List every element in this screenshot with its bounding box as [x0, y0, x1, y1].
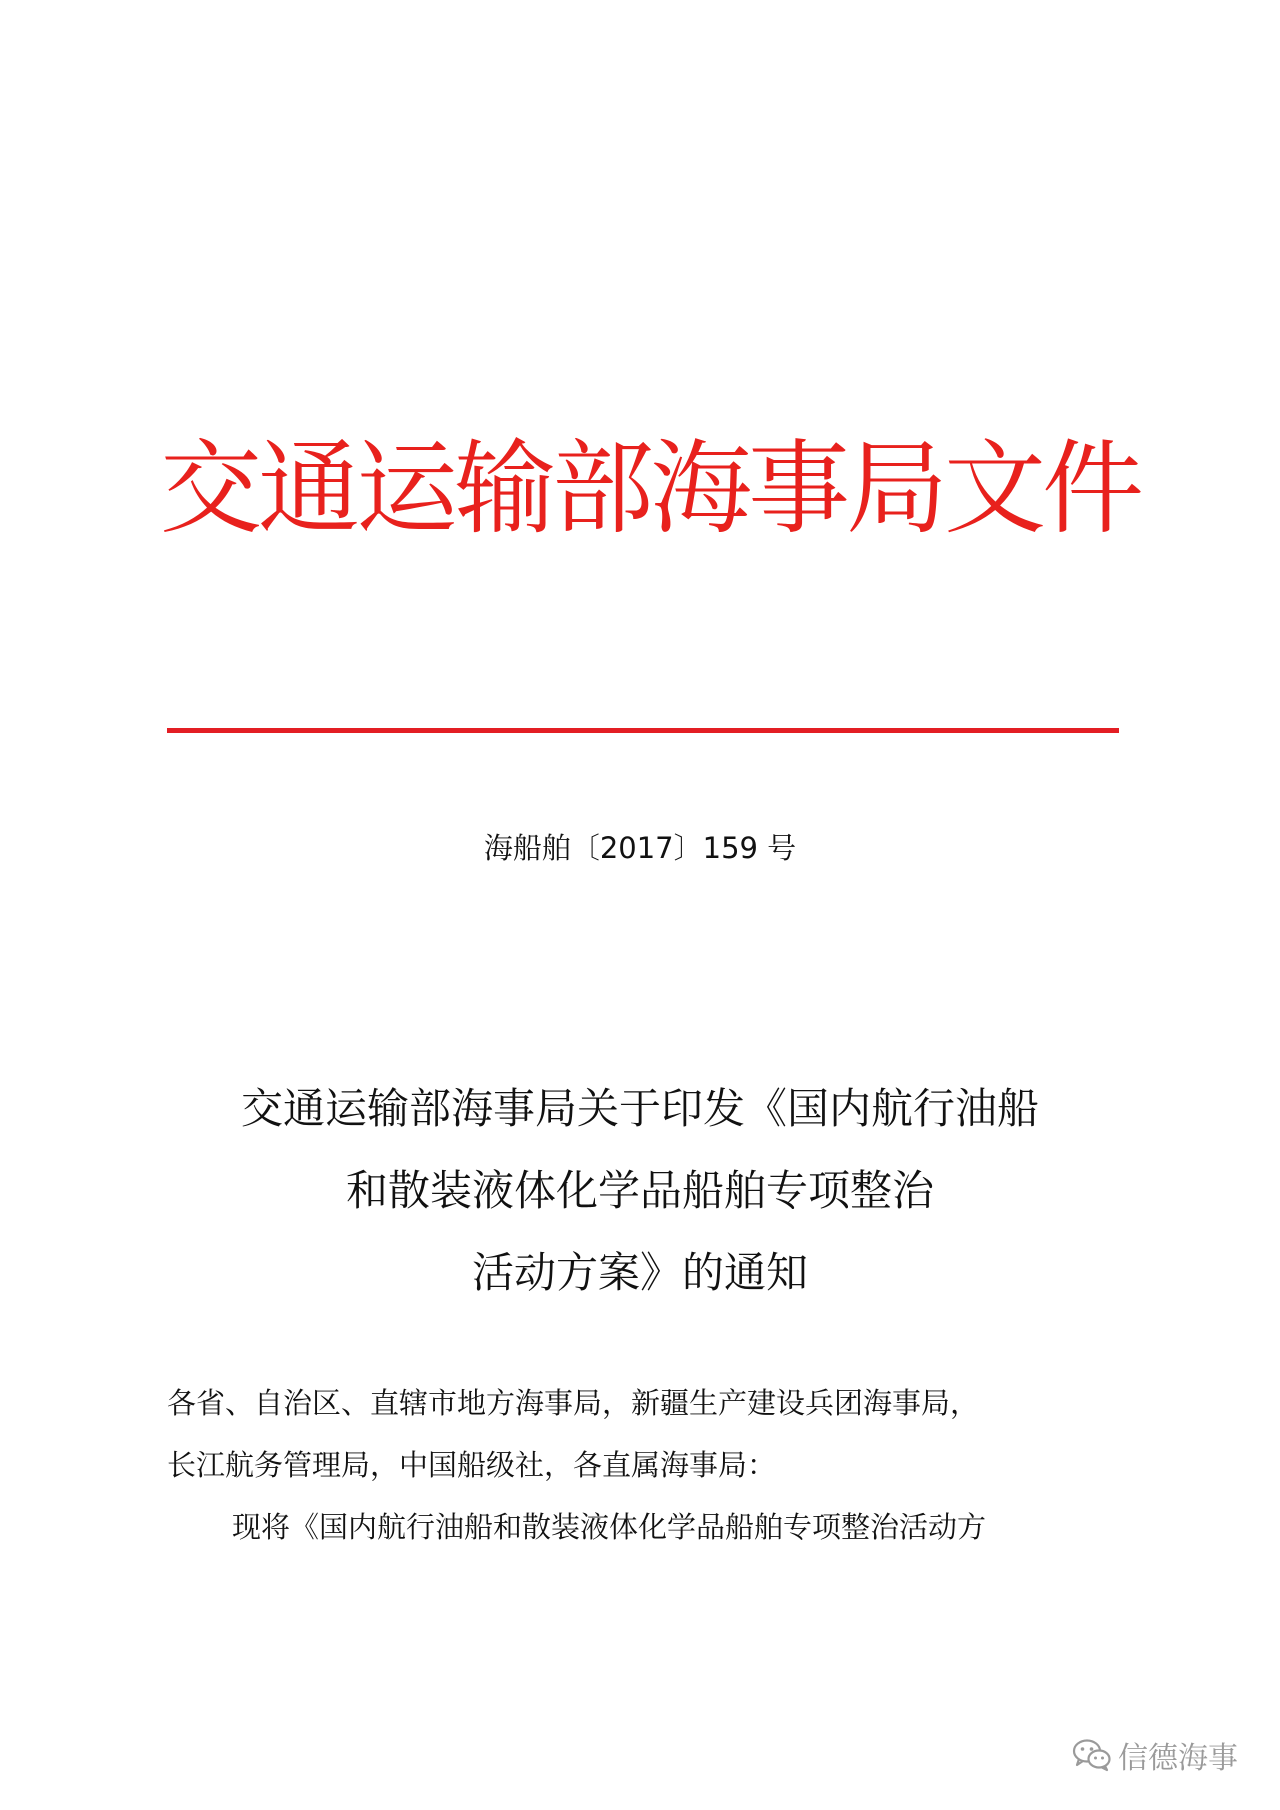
wechat-icon — [1072, 1738, 1112, 1772]
document-number: 海船舶〔2017〕159 号 — [483, 831, 797, 865]
recipients-block — [167, 1372, 1127, 1496]
watermark-text: 信德海事 — [1118, 1741, 1238, 1776]
body-paragraph-first-line: 现将《国内航行油船和散装液体化学品船舶专项整治活动方 — [232, 1510, 987, 1544]
masthead-red-rule — [167, 728, 1119, 733]
title-line-3: 活动方案》的通知 — [471, 1248, 808, 1297]
wechat-watermark — [1072, 1733, 1238, 1777]
recipients-line-1: 各省、自治区、直辖市地方海事局，新疆生产建设兵团海事局， — [167, 1386, 980, 1420]
title-line-1: 交通运输部海事局关于印发《国内航行油船 — [240, 1084, 1039, 1133]
document-masthead: 交通运输部海事局文件 — [160, 430, 1140, 549]
recipients-line-2: 长江航务管理局，中国船级社，各直属海事局： — [167, 1448, 777, 1482]
document-title — [140, 1068, 1140, 1314]
title-line-2: 和散装液体化学品船舶专项整治 — [345, 1166, 934, 1215]
